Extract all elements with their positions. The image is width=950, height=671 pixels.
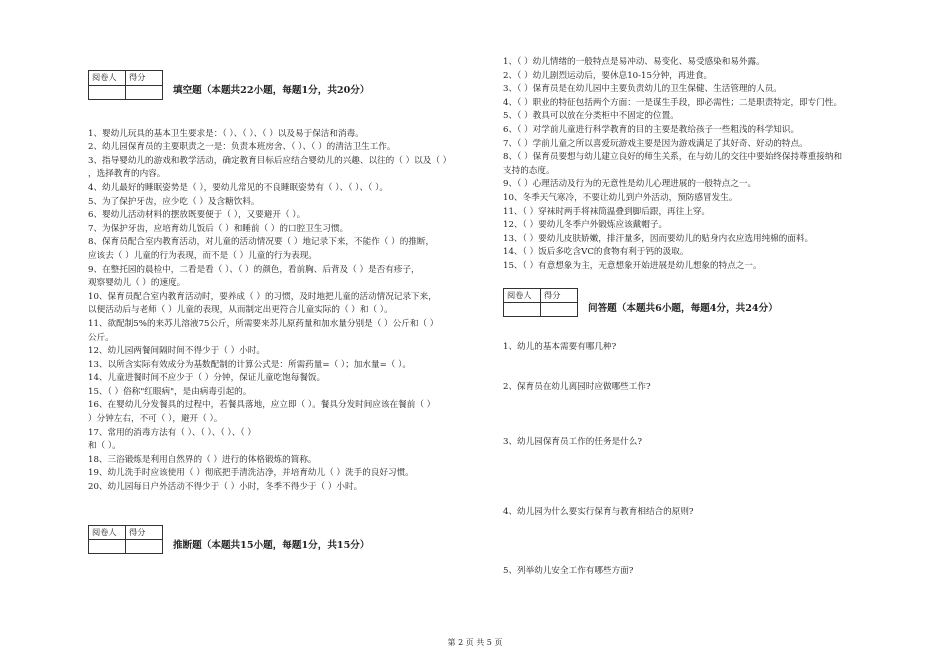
fill-question-line: 观察婴幼儿（ ）的速度。 xyxy=(88,278,186,289)
fill-section-title: 填空题（本题共22小题，每题1分，共20分） xyxy=(173,85,370,96)
judge-question-line: 2、（ ）幼儿剧烈运动后，要休息10-15分钟，再进食。 xyxy=(503,70,713,81)
score-label: 得分 xyxy=(541,288,578,303)
qa-question: 4、幼儿园为什么要实行保育与教育相结合的原则? xyxy=(503,506,694,517)
fill-question-line: 4、幼儿最好的睡眠姿势是（ ），要幼儿常见的不良睡眠姿势有（ ）、（ ）、（ ）。 xyxy=(88,182,388,193)
fill-question-line: 7、为保护牙齿，应培育幼儿饭后（ ）和睡前（ ）的口腔卫生习惯。 xyxy=(88,223,349,234)
score-label: 得分 xyxy=(126,71,163,86)
judge-section-header xyxy=(88,525,483,555)
fill-question-line: ，选择教育的内容。 xyxy=(88,169,166,180)
judge-question-line: 1、（ ）幼儿情绪的一般特点是易冲动、易变化、易受感染和易外露。 xyxy=(503,57,765,67)
score-box xyxy=(503,288,578,318)
judge-question-line: 5、（ ）教具可以放在分类柜中不固定的位置。 xyxy=(503,111,679,122)
fill-question-line: 1、婴幼儿玩具的基本卫生要求是：（ ）、（ ）、（ ）以及易于保洁和消毒。 xyxy=(88,128,364,139)
fill-section-header xyxy=(88,70,483,100)
left-column xyxy=(88,70,483,554)
fill-question-line: 20、幼儿园每日户外活动不得少于（ ）小时，冬季不得少于（ ）小时。 xyxy=(88,482,363,493)
fill-question-line: 13、以所含实际有效成分为基数配制的计算公式是：所需药量=（ ）；加水量=（ ）。 xyxy=(88,359,411,370)
fill-question-line: 应该去（ ）儿童的行为表现，而不是（ ）儿童的行为表现。 xyxy=(88,250,317,261)
qa-question: 1、幼儿的基本需要有哪几种? xyxy=(503,342,617,353)
qa-question: 5、列举幼儿安全工作有哪些方面? xyxy=(503,566,634,577)
judge-question-line: 7、（ ）学前儿童之所以喜爱玩游戏主要是因为游戏满足了其好奇、好动的特点。 xyxy=(503,138,808,149)
judge-question-line: 15、（ ）有意想象为主，无意想象开始进展是幼儿想象的特点之一。 xyxy=(503,260,762,271)
fill-question-line: 11、欲配制5%的来苏儿溶液75公斤，所需要来苏儿原药量和加水量分别是（ ）公斤和（ ） xyxy=(88,318,439,329)
fill-question-line: 14、儿童进餐时间不应少于（ ）分钟，保证儿童吃饱每餐饭。 xyxy=(88,373,326,384)
fill-question-line: 3、指导婴幼儿的游戏和教学活动，确定教育目标后应结合婴幼儿的兴趣、以往的（ ）以及（ ） xyxy=(88,155,452,166)
fill-question-line: 9、在整托园的晨检中，二看是看（ ）、（ ）的颜色，看前胸、后背及（ ）是否有疹子， xyxy=(88,264,420,275)
reviewer-label: 阅卷人 xyxy=(89,71,126,86)
fill-question-line: 以便活动后与老师（ ）儿童的表现，从而制定出更符合儿童实际的（ ）和（ ）。 xyxy=(88,305,393,316)
score-label: 得分 xyxy=(126,525,163,540)
score-box xyxy=(88,525,163,555)
qa-section-title: 问答题（本题共6小题，每题4分，共24分） xyxy=(588,302,778,314)
right-column xyxy=(503,56,898,579)
judge-question-line: 3、（ ）保育员是在幼儿园中主要负责幼儿的卫生保健、生活管理的人员。 xyxy=(503,84,782,95)
qa-question: 2、保育员在幼儿离园时应做哪些工作? xyxy=(503,381,651,392)
fill-question-line: 10、保育员配合室内教育活动时，要养成（ ）的习惯，及时地把儿童的活动情况记录下来， xyxy=(88,291,437,302)
judge-question-line: 9、（ ）心理活动及行为的无意性是幼儿心理进展的一般特点之一。 xyxy=(503,179,757,190)
fill-question-line: 和（ ）。 xyxy=(88,441,121,452)
fill-question-line: 19、幼儿洗手时应该使用（ ）彻底把手清洗洁净，并培育幼儿（ ）洗手的良好习惯。 xyxy=(88,468,414,479)
qa-question: 3、幼儿园保育员工作的任务是什么? xyxy=(503,437,642,448)
judge-question-line: 11、（ ）穿袜时两手将袜筒温叠到脚后跟，再往上穿。 xyxy=(503,206,711,217)
fill-question-line: 公斤。 xyxy=(88,332,114,343)
fill-question-list xyxy=(88,128,483,495)
fill-question-line: 12、幼儿园两餐间隔时间不得少于（ ）小时。 xyxy=(88,346,265,357)
reviewer-label: 阅卷人 xyxy=(89,525,126,540)
judge-question-list xyxy=(503,56,898,274)
judge-question-line: 8、（ ）保育员要想与幼儿建立良好的师生关系，在与幼儿的交往中要始终保持尊重接纳和 xyxy=(503,152,843,163)
fill-question-line: 15、（ ）俗称"红眼病"，是由病毒引起的。 xyxy=(88,386,252,397)
score-box xyxy=(88,70,163,100)
reviewer-label: 阅卷人 xyxy=(504,288,541,303)
fill-question-line: 5、为了保护牙齿，应少吃（ ）及含糖饮料。 xyxy=(88,196,260,207)
judge-question-line: 6、（ ）对学前儿童进行科学教育的目的主要是教给孩子一些粗浅的科学知识。 xyxy=(503,124,800,135)
judge-question-line: 13、（ ）要幼儿皮肤娇嫩，排汗量多，因而要幼儿的贴身内衣应选用纯棉的面料。 xyxy=(503,233,814,244)
judge-question-line: 10、冬季天气寒冷，不要让幼儿到户外活动，预防感冒发生。 xyxy=(503,192,738,203)
judge-question-line: 14、（ ）饭后多吃含VC的食物有利于钙的汲取。 xyxy=(503,247,689,258)
qa-question-list xyxy=(503,317,898,579)
page-footer: 第 2 页 共 5 页 xyxy=(447,638,503,647)
fill-question-line: 8、保育员配合室内教育活动，对儿童的活动情况要（ ）地记录下来，不能作（ ）的推断， xyxy=(88,237,435,248)
fill-question-line: 16、在婴幼儿分发餐具的过程中，若餐具落地，应立即（ ）。餐具分发时间应该在餐前（ ） xyxy=(88,400,436,411)
judge-section-title: 推断题（本题共15小题，每题1分，共15分） xyxy=(173,539,370,551)
judge-question-line: 12、（ ）要幼儿冬季户外锻炼应该戴帽子。 xyxy=(503,220,668,231)
judge-question-line: 支持的态度。 xyxy=(503,165,555,176)
fill-question-line: ）分钟左右，不可（ ），避开（ ）。 xyxy=(88,414,223,425)
fill-question-line: 17、常用的消毒方法有（ ）、（ ）、（ ）、（ ） xyxy=(88,427,256,438)
judge-question-line: 4、（ ）职业的特征包括两个方面：一是谋生手段，即必需性；二是职责特定，即专门性。 xyxy=(503,97,843,108)
fill-question-line: 18、三浴锻炼是利用自然界的（ ）进行的体格锻炼的简称。 xyxy=(88,454,317,465)
fill-question-line: 2、幼儿园保育员的主要职责之一是：负责本班房舍、（ ）、（ ）的清洁卫生工作。 xyxy=(88,142,396,153)
fill-question-line: 6、婴幼儿活动材料的摆放既要便于（ ），又要避开（ ）。 xyxy=(88,210,306,221)
qa-section-header xyxy=(503,288,898,318)
